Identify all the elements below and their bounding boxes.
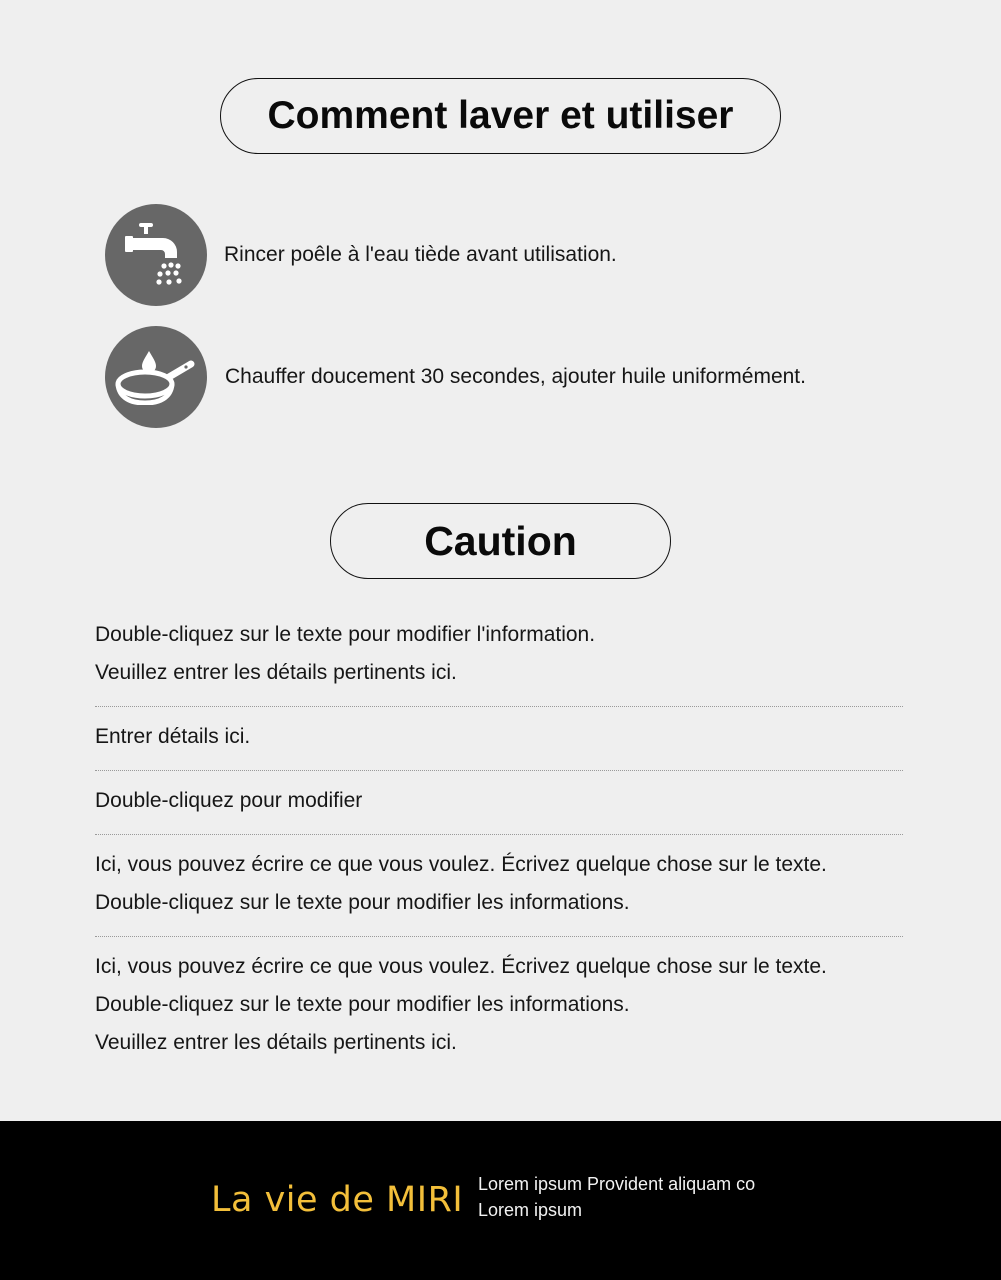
caution-item xyxy=(95,846,903,922)
caution-list xyxy=(95,616,903,1062)
divider xyxy=(95,706,903,707)
caution-line: Double-cliquez pour modifier xyxy=(95,789,363,812)
caution-line: Veuillez entrer les détails pertinents ici. xyxy=(95,1031,457,1054)
section-title-how-to: Comment laver et utiliser xyxy=(220,78,781,154)
caution-line: Double-cliquez sur le texte pour modifier les informations. xyxy=(95,891,630,914)
caution-item xyxy=(95,782,903,820)
step-text: Chauffer doucement 30 secondes, ajouter huile uniformément. xyxy=(225,365,806,388)
footer-line: Lorem ipsum xyxy=(478,1200,583,1220)
pan-oil-icon xyxy=(105,326,207,428)
caution-line: Double-cliquez sur le texte pour modifier l'information. xyxy=(95,623,596,646)
caution-item xyxy=(95,948,903,1062)
step-rinse xyxy=(105,204,617,306)
caution-item xyxy=(95,616,903,692)
faucet-icon xyxy=(105,204,207,306)
divider xyxy=(95,834,903,835)
step-heat xyxy=(105,326,806,428)
divider xyxy=(95,936,903,937)
caution-line: Ici, vous pouvez écrire ce que vous voulez. Écrivez quelque chose sur le texte. xyxy=(95,853,827,876)
caution-item xyxy=(95,718,903,756)
footer-line: Lorem ipsum Provident aliquam co xyxy=(478,1174,756,1194)
section-title-caution: Caution xyxy=(330,503,671,579)
caution-line: Entrer détails ici. xyxy=(95,725,251,748)
caution-line: Double-cliquez sur le texte pour modifier les informations. xyxy=(95,993,630,1016)
footer-text xyxy=(478,1171,755,1223)
divider xyxy=(95,770,903,771)
caution-line: Ici, vous pouvez écrire ce que vous voulez. Écrivez quelque chose sur le texte. xyxy=(95,955,827,978)
caution-line: Veuillez entrer les détails pertinents ici. xyxy=(95,661,457,684)
brand-logo: La vie de MIRI xyxy=(211,1180,464,1220)
step-text: Rincer poêle à l'eau tiède avant utilisation. xyxy=(224,243,617,266)
